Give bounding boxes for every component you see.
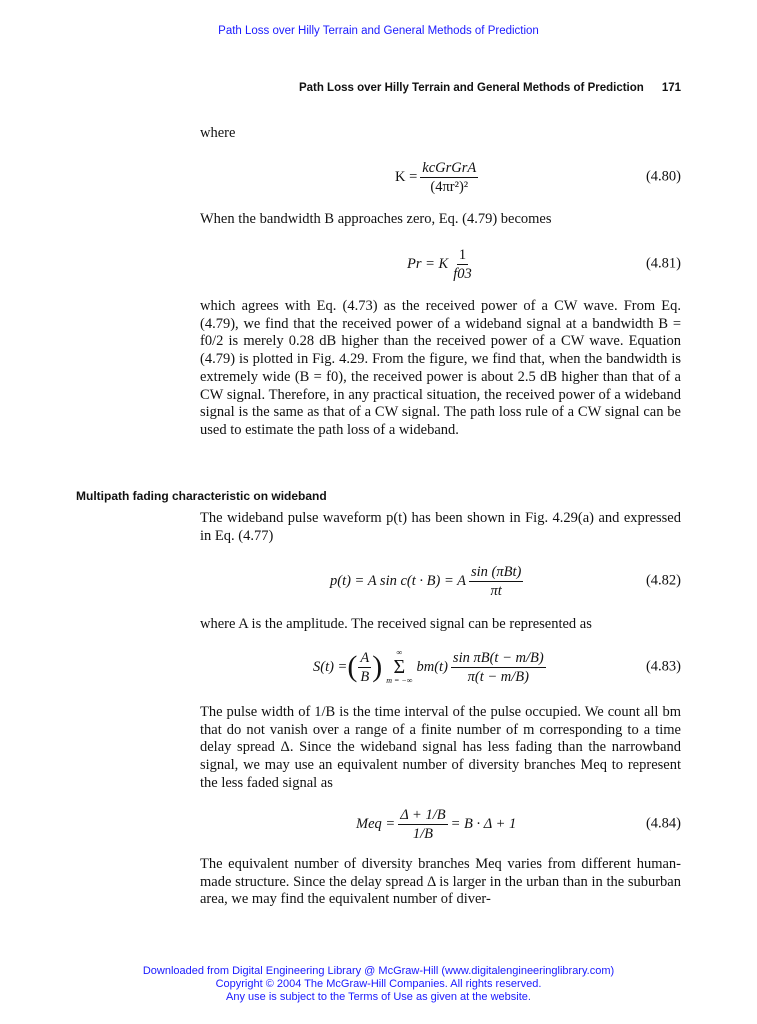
eq481-lhs: Pr = K (407, 255, 449, 272)
equation-4-81 (200, 244, 681, 284)
chapter-banner-link[interactable]: Path Loss over Hilly Terrain and General Methods of Prediction (218, 25, 539, 37)
para-agrees-text: which agrees with Eq. (4.73) as the received power of a CW wave. From Eq. (4.79), we find that the received power of a wideband signal at a bandwidth B = f0/2 is merely 0.28 dB higher than the received power of a CW wave. Equation (4.79) is plotted in Fig. 4.29. From the figure, we find that, when the bandwidth is extremely wide (B = f0), the received power is about 2.5 dB higher than that of a CW signal. Therefore, in any practical situation, the received power of a wideband signal is the same as that of a CW signal. The path loss rule of a CW signal can be used to estimate the path loss of a wideband. (200, 298, 681, 438)
eq480-number: (4.80) (645, 168, 681, 185)
eq484-lhs: Meq = (356, 815, 396, 832)
para-bandwidth-text: When the bandwidth B approaches zero, Eq. (4.79) becomes (200, 211, 552, 227)
footer-download-link[interactable]: Downloaded from Digital Engineering Library @ McGraw-Hill (www.digitalengineeringlibrary.com) (142, 965, 615, 977)
running-head-title: Path Loss over Hilly Terrain and General Methods of Prediction (298, 82, 644, 94)
para-amplitude-text: where A is the amplitude. The received signal can be represented as (200, 616, 592, 632)
para-equivalent (200, 856, 681, 909)
para-pulse-width-text: The pulse width of 1/B is the time interval of the pulse occupied. We count all bm that do not vanish over a range of a finite number of m corresponding to a time delay spread Δ. Since the wideband signal has less fading than the narrowband signal, we may use an equivalent number of diversity branches Meq to represent the less faded signal as (200, 704, 681, 791)
eq481-denominator: f03 (453, 265, 472, 282)
eq480-lhs: K = (395, 168, 418, 185)
running-head (200, 82, 681, 94)
footer-copyright: Copyright © 2004 The McGraw-Hill Companies. All rights reserved. (215, 978, 542, 990)
eq484-numerator: Δ + 1/B (400, 806, 446, 823)
summation-symbol: ∞ Σ m = −∞ (386, 648, 413, 685)
eq483-number: (4.83) (645, 658, 681, 675)
eq482-numerator: sin (πBt) (470, 563, 522, 580)
equation-4-80 (200, 158, 681, 196)
eq484-number: (4.84) (645, 815, 681, 832)
eq483-lhs: S(t) = (313, 658, 348, 675)
eq482-lhs: p(t) = A sin c(t · B) = A (330, 572, 466, 589)
eq482-number: (4.82) (645, 572, 681, 589)
equation-4-82 (200, 561, 681, 601)
eq481-number: (4.81) (645, 255, 681, 272)
eq481-numerator: 1 (458, 246, 467, 263)
eq483-paren-numerator: A (360, 649, 370, 666)
eq483-paren-denominator: B (360, 668, 370, 685)
para-amplitude (200, 616, 681, 634)
eq483-denominator: π(t − m/B) (467, 668, 529, 685)
footer-notice (0, 965, 757, 1004)
eq484-rhs: = B · Δ + 1 (450, 815, 517, 832)
section-subheading: Multipath fading characteristic on wideband (76, 489, 327, 503)
page-number: 171 (661, 82, 681, 94)
para-equivalent-text: The equivalent number of diversity branches Meq varies from different human-made structure. Since the delay spread Δ is larger in the urban than in the suburban area, we may find the equivalent number of diver- (200, 856, 681, 908)
para-agrees (200, 298, 681, 440)
para-where-text: where (200, 125, 236, 141)
para-pulse-width (200, 704, 681, 793)
equation-4-83: S(t) = ( $\frac{A}{B}$ ) ∞ Σ m = −∞ bm(t) $\frac{\text{sin πB(t − m/B)}}{\pi(t - m/B)}$ (4.83) (313, 648, 681, 685)
eq480-numerator: kcGrGrA (422, 159, 477, 176)
equation-4-84 (200, 804, 681, 844)
sum-upper-limit: ∞ (396, 648, 403, 657)
eq480-denominator: (4πr²)² (430, 178, 469, 195)
para-pulse-text: The wideband pulse waveform p(t) has been shown in Fig. 4.29(a) and expressed in Eq. (4.77) (200, 510, 681, 544)
eq482-denominator: πt (490, 582, 502, 599)
para-where (200, 125, 681, 143)
footer-terms-link[interactable]: Any use is subject to the Terms of Use as given at the website. (226, 991, 531, 1003)
eq483-numerator: sin πB(t − m/B) (452, 649, 544, 666)
para-bandwidth (200, 211, 681, 229)
eq483-term: bm(t) (416, 658, 448, 675)
eq484-denominator: 1/B (412, 825, 433, 842)
sum-lower-limit: m = −∞ (386, 676, 413, 685)
para-pulse (200, 510, 681, 545)
